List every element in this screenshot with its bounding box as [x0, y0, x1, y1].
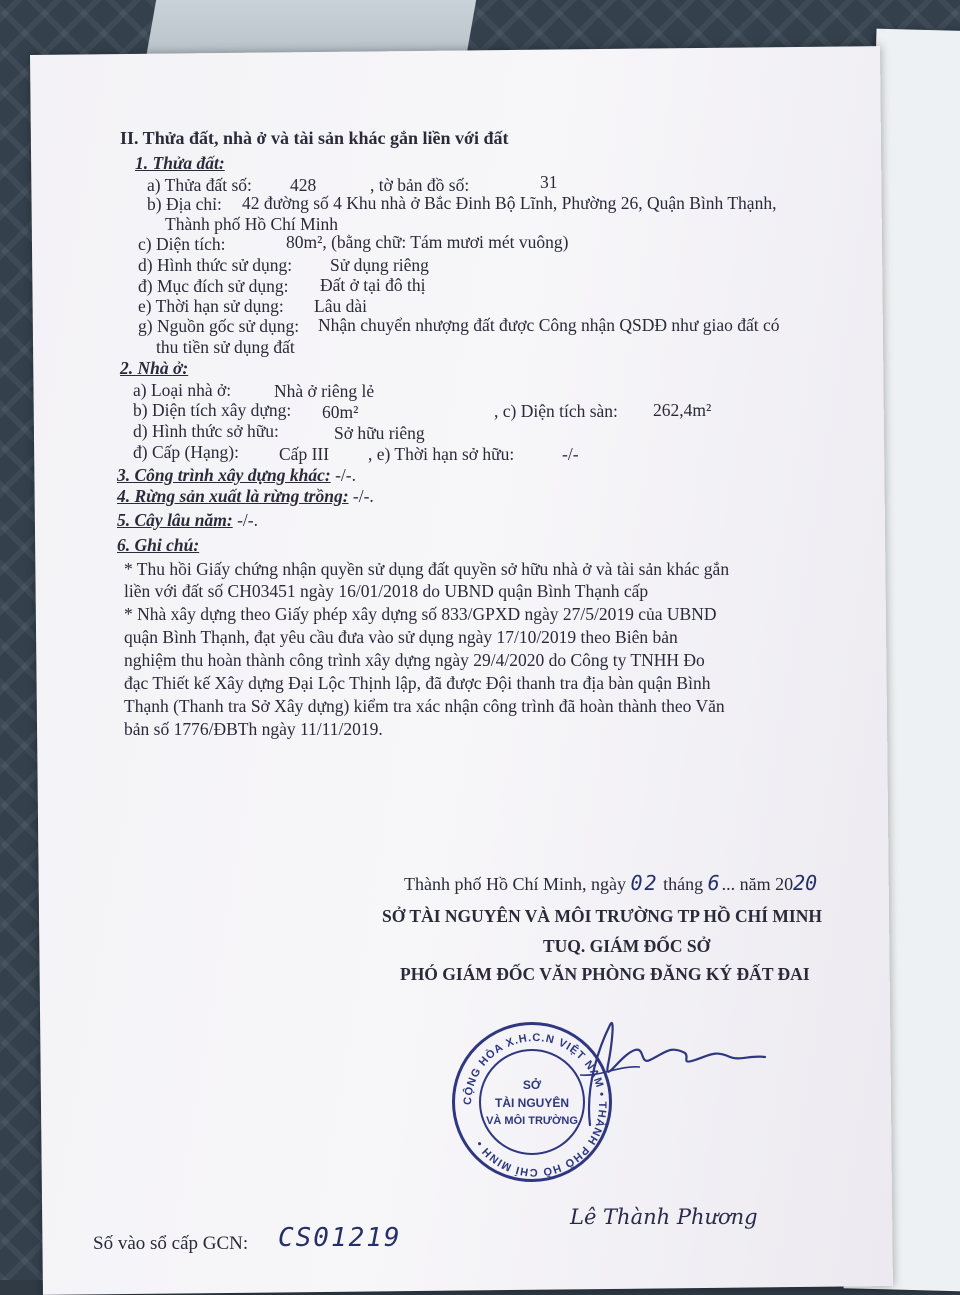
forest-value: -/-. [352, 486, 374, 506]
grade-value: Cấp III [279, 444, 330, 464]
note-line: * Nhà xây dựng theo Giấy phép xây dựng số 833/GPXD ngày 27/5/2019 của UBND [124, 604, 717, 624]
purpose-value: Đất ở tại đô thị [320, 275, 426, 295]
origin-line1: Nhận chuyển nhượng đất được Công nhận QSDĐ như giao đất có [318, 315, 780, 335]
perennial-label: 5. Cây lâu năm: [117, 510, 233, 530]
note-line: đạc Thiết kế Xây dựng Đại Lộc Thịnh lập, đã được Đội thanh tra địa bàn quận Bình [124, 673, 711, 693]
address-label: b) Địa chỉ: [147, 194, 222, 214]
term-label: e) Thời hạn sử dụng: [138, 296, 284, 316]
usage-form-value: Sử dụng riêng [330, 255, 429, 275]
place-date: Thành phố Hồ Chí Minh, ngày 02 tháng 6... năm 2020 [404, 871, 818, 895]
map-number: 31 [540, 172, 558, 192]
seal-ring-text: CỘNG HÒA X.H.C.N VIỆT NAM • THÀNH PHỐ HỒ CHÍ MINH • [461, 1031, 609, 1179]
seal-line1: SỞ [522, 1078, 542, 1092]
grade-label: đ) Cấp (Hạng): [133, 442, 239, 462]
note-line: liền với đất số CH03451 ngày 16/01/2018 do UBND quận Bình Thạnh cấp [124, 581, 649, 601]
year-label: năm 20 [739, 874, 794, 894]
parcel-label: a) Thửa đất số: [147, 175, 252, 195]
build-area-label: b) Diện tích xây dựng: [133, 400, 292, 420]
sign-day: 02 [630, 871, 659, 895]
area-label: c) Diện tích: [138, 234, 226, 254]
org-name: SỞ TÀI NGUYÊN VÀ MÔI TRƯỜNG TP HỒ CHÍ MINH [382, 906, 822, 926]
seal-line3: VÀ MÔI TRƯỜNG [486, 1115, 578, 1127]
perennial [117, 510, 258, 530]
other-works-label: 3. Công trình xây dựng khác: [117, 465, 331, 485]
origin-label: g) Nguồn gốc sử dụng: [138, 316, 300, 336]
tuq-title: TUQ. GIÁM ĐỐC SỞ [543, 936, 711, 956]
usage-form-label: d) Hình thức sử dụng: [138, 255, 293, 275]
note-line: * Thu hồi Giấy chứng nhận quyền sử dụng đất quyền sở hữu nhà ở và tài sản khác gắn [124, 559, 730, 579]
note-line: quận Bình Thạnh, đạt yêu cầu đưa vào sử dụng ngày 17/10/2019 theo Biên bản [124, 627, 678, 647]
signer-name: Lê Thành Phương [570, 1205, 758, 1229]
note-line: nghiệm thu hoàn thành công trình xây dựng ngày 29/4/2020 do Công ty TNHH Đo [124, 650, 705, 670]
area-value: 80m², (bằng chữ: Tám mươi mét vuông) [286, 232, 569, 252]
ownership-label: d) Hình thức sở hữu: [133, 421, 279, 441]
registry-label: Số vào sổ cấp GCN: [93, 1233, 249, 1254]
other-works [117, 465, 356, 485]
note-line: bản số 1776/ĐBTh ngày 11/11/2019. [124, 719, 383, 739]
term-value: Lâu dài [314, 296, 367, 316]
house-type-label: a) Loại nhà ở: [133, 380, 232, 400]
sign-year: 20 [793, 871, 818, 895]
build-area-value: 60m² [322, 402, 359, 422]
origin-line2: thu tiền sử dụng đất [156, 337, 295, 357]
place-date-prefix: Thành phố Hồ Chí Minh, ngày [404, 874, 626, 894]
house-heading: 2. Nhà ở: [120, 358, 189, 378]
address-line1: 42 đường số 4 Khu nhà ở Bắc Đinh Bộ Lĩnh, Phường 26, Quận Bình Thạnh, [242, 193, 777, 213]
signer-title: PHÓ GIÁM ĐỐC VĂN PHÒNG ĐĂNG KÝ ĐẤT ĐAI [400, 964, 810, 984]
map-label: , tờ bản đồ số: [370, 175, 470, 195]
other-works-value: -/-. [335, 465, 356, 485]
address-line2: Thành phố Hồ Chí Minh [165, 214, 339, 234]
own-term-value: -/- [562, 444, 579, 464]
registry-number: CS01219 [278, 1223, 402, 1253]
house-type-value: Nhà ở riêng lẻ [274, 381, 375, 401]
forest-label: 4. Rừng sản xuất là rừng trồng: [117, 486, 349, 506]
sign-month: 6 [707, 871, 722, 895]
purpose-label: đ) Mục đích sử dụng: [138, 276, 289, 296]
month-label: tháng [663, 874, 704, 894]
section-title: II. Thửa đất, nhà ở và tài sản khác gắn liền với đất [120, 128, 509, 148]
own-term-label: , e) Thời hạn sở hữu: [368, 444, 515, 464]
forest [117, 486, 374, 506]
seal-line2: TÀI NGUYÊN [494, 1096, 569, 1110]
note-line: Thạnh (Thanh tra Sở Xây dựng) kiểm tra xác nhận công trình đã hoàn thành theo Văn [124, 696, 725, 716]
floor-area-value: 262,4m² [653, 400, 712, 420]
perennial-value: -/-. [237, 510, 258, 530]
notes-heading: 6. Ghi chú: [117, 535, 200, 555]
signature-mark [540, 1005, 800, 1145]
land-heading: 1. Thửa đất: [135, 153, 225, 173]
parcel-number: 428 [290, 175, 317, 195]
floor-area-label: , c) Diện tích sàn: [494, 401, 618, 421]
ownership-value: Sở hữu riêng [334, 423, 425, 443]
